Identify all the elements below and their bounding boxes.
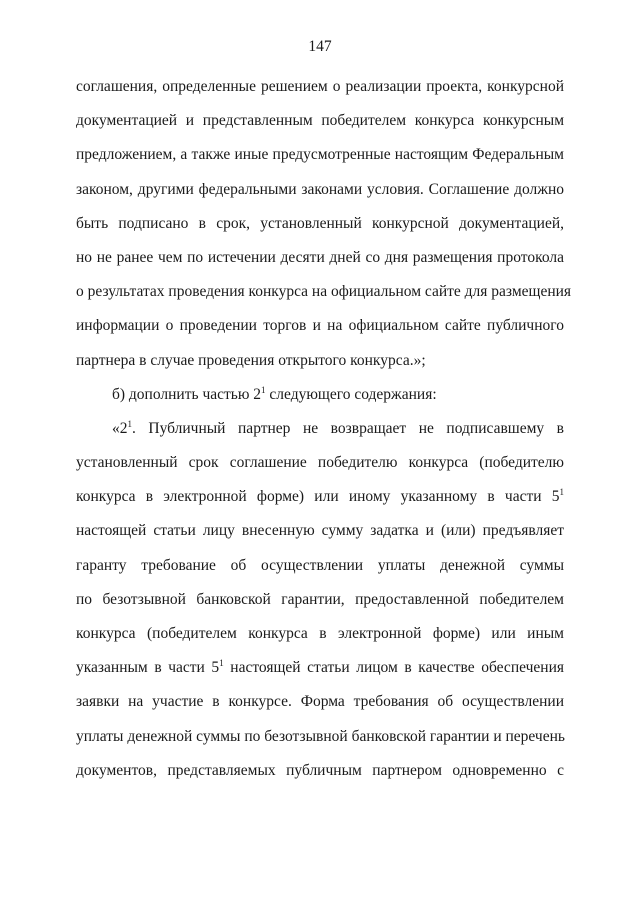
text-line-6: но не ранее чем по истечении десяти дней со дня размещения протокола bbox=[76, 248, 564, 266]
document-body bbox=[76, 70, 572, 788]
text-line-18 bbox=[76, 651, 564, 685]
text-segment: конкурса в электронной форме) или иному указанному в части 5 bbox=[76, 488, 560, 506]
text-segment: настоящей статьи лицом в качестве обеспечения bbox=[223, 659, 564, 677]
text-segment: следующего содержания: bbox=[265, 385, 437, 403]
text-line-11 bbox=[76, 412, 564, 446]
text-line-12: установленный срок соглашение победителю конкурса (победителю bbox=[76, 454, 564, 472]
text-line-4: законом, другими федеральными законами условия. Соглашение должно bbox=[76, 180, 564, 198]
page-number: 147 bbox=[308, 38, 332, 55]
text-segment: указанным в части 5 bbox=[76, 659, 220, 677]
text-line-16: по безотзывной банковской гарантии, предоставленной победителем bbox=[76, 590, 564, 608]
text-segment: б) дополнить частью 2 bbox=[112, 385, 262, 403]
text-line-17: конкурса (победителем конкурса в электронной форме) или иным bbox=[76, 625, 564, 642]
text-line-8: информации о проведении торгов и на официальном сайте публичного bbox=[76, 317, 564, 335]
text-line-7: о результатах проведения конкурса на официальном сайте для размещения bbox=[76, 283, 572, 301]
text-line-3: предложением, а также иные предусмотренные настоящим Федеральным bbox=[76, 146, 564, 164]
superscript: 1 bbox=[127, 418, 132, 429]
superscript: 1 bbox=[219, 658, 224, 669]
text-line-14: настоящей статьи лицу внесенную сумму задатка и (или) предъявляет bbox=[76, 522, 564, 540]
superscript: 1 bbox=[559, 487, 564, 498]
text-line-19: заявки на участие в конкурсе. Форма требования об осуществлении bbox=[76, 693, 564, 711]
text-line-10 bbox=[76, 378, 564, 412]
text-line-20: уплаты денежной суммы по безотзывной банковской гарантии и перечень bbox=[76, 727, 565, 745]
text-line-9: партнера в случае проведения открытого конкурса.»; bbox=[76, 351, 426, 369]
text-line-5: быть подписано в срок, установленный конкурсной документацией, bbox=[76, 214, 564, 232]
text-line-15: гаранту требование об осуществлении уплаты денежной суммы bbox=[76, 556, 564, 574]
text-segment: . Публичный партнер не возвращает не подписавшему в bbox=[132, 419, 564, 437]
text-line-1: соглашения, определенные решением о реализации проекта, конкурсной bbox=[76, 78, 564, 95]
text-line-21: документов, представляемых публичным партнером одновременно с bbox=[76, 761, 564, 779]
text-segment: «2 bbox=[112, 419, 128, 437]
superscript: 1 bbox=[261, 384, 266, 395]
text-line-2: документацией и представленным победителем конкурса конкурсным bbox=[76, 112, 564, 130]
text-line-13 bbox=[76, 480, 564, 514]
